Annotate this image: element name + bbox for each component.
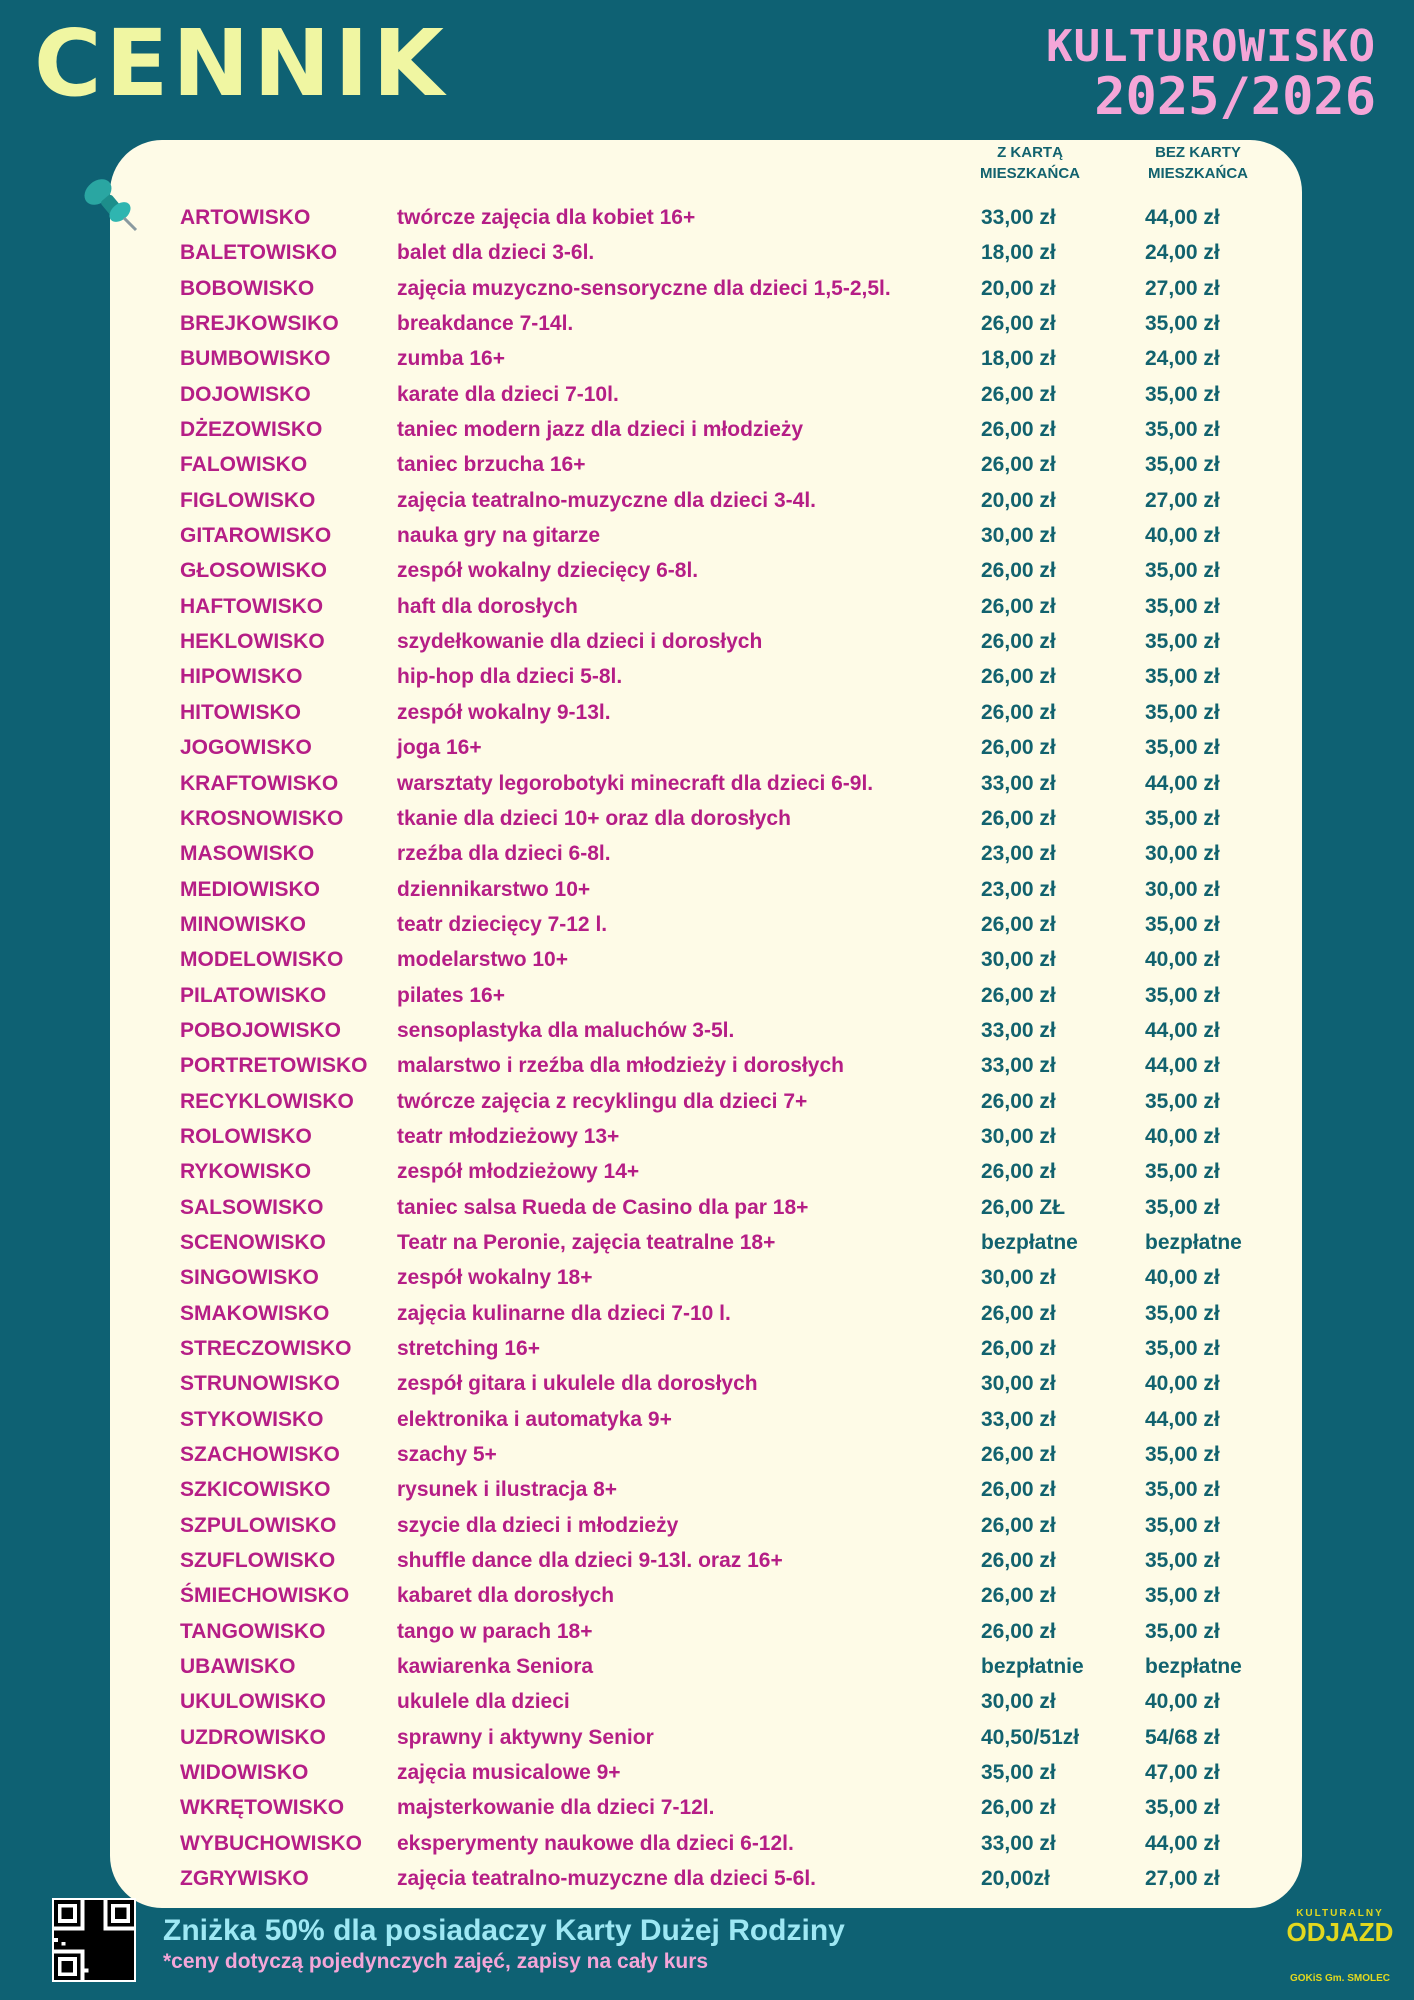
- price-with-card: 26,00 zł: [981, 1301, 1056, 1325]
- price-with-card: 30,00 zł: [981, 1372, 1056, 1396]
- price-without-card: bezpłatne: [1145, 1230, 1242, 1254]
- table-row: [0, 1332, 1414, 1367]
- table-row: [0, 554, 1414, 589]
- price-without-card: 24,00 zł: [1145, 241, 1220, 265]
- activity-description: zespół wokalny 18+: [397, 1266, 593, 1290]
- table-row: [0, 448, 1414, 483]
- activity-name: MEDIOWISKO: [180, 877, 320, 901]
- price-without-card: 35,00 zł: [1145, 1549, 1220, 1573]
- price-without-card: 44,00 zł: [1145, 1018, 1220, 1042]
- price-without-card: 35,00 zł: [1145, 1160, 1220, 1184]
- price-without-card: 35,00 zł: [1145, 1513, 1220, 1537]
- logo-top-text: KULTURALNY: [1296, 1908, 1384, 1919]
- price-with-card: 26,00 zł: [981, 559, 1056, 583]
- table-row: [0, 979, 1414, 1014]
- price-without-card: 35,00 zł: [1145, 1301, 1220, 1325]
- price-without-card: 54/68 zł: [1145, 1725, 1220, 1749]
- activity-description: szachy 5+: [397, 1443, 497, 1467]
- price-without-card: 35,00 zł: [1145, 1796, 1220, 1820]
- activity-name: FALOWISKO: [180, 453, 308, 477]
- table-row: [0, 943, 1414, 978]
- price-without-card: 35,00 zł: [1145, 1337, 1220, 1360]
- activity-description: modelarstwo 10+: [397, 948, 568, 972]
- table-row: [0, 1827, 1414, 1862]
- table-row: [0, 1367, 1414, 1402]
- table-row: [0, 1438, 1414, 1473]
- activity-name: STYKOWISKO: [180, 1407, 324, 1431]
- table-row: [0, 1473, 1414, 1508]
- activity-name: SALSOWISKO: [180, 1195, 324, 1219]
- activity-name: PORTRETOWISKO: [180, 1054, 368, 1078]
- table-row: [0, 1579, 1414, 1614]
- logo-main-text: ODJAZD: [1286, 1917, 1394, 1947]
- price-with-card: 33,00 zł: [981, 1018, 1056, 1042]
- activity-description: zespół gitara i ukulele dla dorosłych: [397, 1372, 758, 1396]
- table-row: [0, 236, 1414, 271]
- price-without-card: 35,00 zł: [1145, 806, 1220, 830]
- price-without-card: 35,00 zł: [1145, 594, 1220, 618]
- activity-description: sprawny i aktywny Senior: [397, 1725, 654, 1749]
- price-with-card: 26,00 zł: [981, 418, 1056, 442]
- price-without-card: 30,00 zł: [1145, 877, 1220, 901]
- activity-description: teatr młodzieżowy 13+: [397, 1124, 620, 1148]
- table-row: [0, 1615, 1414, 1650]
- activity-description: taniec modern jazz dla dzieci i młodzieży: [397, 418, 804, 442]
- price-without-card: 35,00 zł: [1145, 1584, 1220, 1608]
- price-without-card: 35,00 zł: [1145, 983, 1220, 1007]
- table-row: [0, 1685, 1414, 1720]
- activity-description: nauka gry na gitarze: [397, 524, 601, 548]
- activity-description: shuffle dance dla dzieci 9-13l. oraz 16+: [397, 1549, 783, 1573]
- price-without-card: 40,00 zł: [1145, 1690, 1220, 1714]
- activity-description: kawiarenka Seniora: [397, 1655, 594, 1679]
- price-without-card: 35,00 zł: [1145, 1619, 1220, 1643]
- price-with-card: 26,00 zł: [981, 665, 1056, 689]
- price-without-card: 35,00 zł: [1145, 382, 1220, 406]
- price-without-card: 35,00 zł: [1145, 418, 1220, 442]
- logo-bottom-text: GOKiS Gm. SMOLEC: [1289, 1973, 1390, 1984]
- price-without-card: 35,00 zł: [1145, 912, 1220, 936]
- activity-name: SZACHOWISKO: [180, 1443, 340, 1467]
- price-without-card: 30,00 zł: [1145, 842, 1220, 866]
- activity-name: RYKOWISKO: [180, 1160, 312, 1184]
- table-row: [0, 413, 1414, 448]
- activity-name: SCENOWISKO: [180, 1230, 326, 1254]
- activity-name: GITAROWISKO: [180, 524, 332, 548]
- activity-description: hip-hop dla dzieci 5-8l.: [397, 665, 623, 689]
- price-with-card: 26,00 zł: [981, 912, 1056, 936]
- price-without-card: 35,00 zł: [1145, 700, 1220, 724]
- activity-description: zespół wokalny dziecięcy 6-8l.: [397, 559, 699, 583]
- activity-name: ŚMIECHOWISKO: [180, 1584, 350, 1608]
- activity-name: UKULOWISKO: [180, 1690, 326, 1714]
- price-with-card: 20,00zł: [981, 1867, 1050, 1891]
- table-row: [0, 908, 1414, 943]
- price-with-card: 23,00 zł: [981, 842, 1056, 866]
- activity-name: UZDROWISKO: [180, 1725, 326, 1749]
- activity-name: HEKLOWISKO: [180, 630, 325, 654]
- price-with-card: 26,00 zł: [981, 1478, 1056, 1502]
- price-with-card: 30,00 zł: [981, 1124, 1056, 1148]
- price-with-card: 26,00 zł: [981, 382, 1056, 406]
- activity-description: zajęcia kulinarne dla dzieci 7-10 l.: [397, 1301, 731, 1325]
- price-with-card: bezpłatne: [981, 1230, 1078, 1254]
- table-row: [0, 1014, 1414, 1049]
- activity-name: MODELOWISKO: [180, 948, 344, 972]
- activity-name: DŻEZOWISKO: [180, 418, 323, 442]
- table-row: [0, 1120, 1414, 1155]
- price-with-card: 40,50/51zł: [981, 1725, 1080, 1749]
- activity-name: MASOWISKO: [180, 842, 315, 866]
- activity-description: elektronika i automatyka 9+: [397, 1407, 672, 1431]
- table-row: [0, 1297, 1414, 1332]
- activity-description: teatr dziecięcy 7-12 l.: [397, 912, 608, 936]
- activity-description: eksperymenty naukowe dla dzieci 6-12l.: [397, 1831, 794, 1855]
- price-with-card: bezpłatnie: [981, 1655, 1084, 1679]
- price-without-card: 35,00 zł: [1145, 559, 1220, 583]
- price-with-card: 33,00 zł: [981, 1407, 1056, 1431]
- price-with-card: 20,00 zł: [981, 488, 1056, 512]
- price-with-card: 23,00 zł: [981, 877, 1056, 901]
- price-without-card: 35,00 zł: [1145, 1089, 1220, 1113]
- price-without-card: 47,00 zł: [1145, 1761, 1220, 1785]
- price-with-card: 26,00 zł: [981, 1796, 1056, 1820]
- brand-block: [1046, 21, 1376, 128]
- table-row: [0, 590, 1414, 625]
- table-row: [0, 802, 1414, 837]
- price-without-card: 40,00 zł: [1145, 1266, 1220, 1290]
- activity-name: RECYKLOWISKO: [180, 1089, 354, 1113]
- activity-name: HIPOWISKO: [180, 665, 303, 689]
- table-row: [0, 1261, 1414, 1296]
- price-without-card: 44,00 zł: [1145, 1054, 1220, 1078]
- activity-name: KROSNOWISKO: [180, 806, 344, 830]
- price-with-card: 35,00 zł: [981, 1761, 1056, 1785]
- activity-description: szydełkowanie dla dzieci i dorosłych: [397, 630, 763, 654]
- odjazd-logo: [1286, 1908, 1394, 1992]
- activity-description: tkanie dla dzieci 10+ oraz dla dorosłych: [397, 806, 791, 830]
- table-row: [0, 1862, 1414, 1897]
- pricing-note: *ceny dotyczą pojedynczych zajęć, zapisy na cały kurs: [163, 1950, 709, 1973]
- price-without-card: 44,00 zł: [1145, 206, 1220, 229]
- activity-name: BUMBOWISKO: [180, 347, 331, 371]
- activity-description: karate dla dzieci 7-10l.: [397, 382, 619, 406]
- activity-name: ZGRYWISKO: [180, 1867, 309, 1891]
- price-with-card: 26,00 zł: [981, 1160, 1056, 1184]
- price-with-card: 30,00 zł: [981, 1266, 1056, 1290]
- table-row: [0, 1650, 1414, 1685]
- table-row: [0, 1191, 1414, 1226]
- price-with-card: 26,00 zł: [981, 1089, 1056, 1113]
- price-with-card: 30,00 zł: [981, 948, 1056, 972]
- price-with-card: 26,00 zł: [981, 1619, 1056, 1643]
- table-row: [0, 1509, 1414, 1544]
- price-with-card: 18,00 zł: [981, 347, 1056, 371]
- price-with-card: 26,00 zł: [981, 1443, 1056, 1467]
- price-without-card: 27,00 zł: [1145, 488, 1220, 512]
- price-without-card: 35,00 zł: [1145, 630, 1220, 654]
- table-row: [0, 307, 1414, 342]
- brand-name: KULTUROWISKO: [1046, 21, 1376, 72]
- table-row: [0, 484, 1414, 519]
- activity-name: POBOJOWISKO: [180, 1018, 342, 1042]
- table-row: [0, 696, 1414, 731]
- table-row: [0, 378, 1414, 413]
- activity-name: WIDOWISKO: [180, 1761, 309, 1785]
- activity-description: dziennikarstwo 10+: [397, 877, 591, 901]
- price-without-card: 35,00 zł: [1145, 665, 1220, 689]
- activity-description: szycie dla dzieci i młodzieży: [397, 1513, 679, 1537]
- price-without-card: 40,00 zł: [1145, 1124, 1220, 1148]
- price-with-card: 26,00 zł: [981, 1513, 1056, 1537]
- price-without-card: 27,00 zł: [1145, 276, 1220, 300]
- table-row: [0, 1756, 1414, 1791]
- activity-description: Teatr na Peronie, zajęcia teatralne 18+: [397, 1230, 776, 1254]
- price-with-card: 30,00 zł: [981, 524, 1056, 548]
- table-row: [0, 342, 1414, 377]
- activity-name: SMAKOWISKO: [180, 1301, 330, 1325]
- table-row: [0, 1544, 1414, 1579]
- table-row: [0, 1226, 1414, 1261]
- activity-description: zumba 16+: [397, 347, 505, 371]
- activity-description: zajęcia muzyczno-sensoryczne dla dzieci 1,5-2,5l.: [397, 276, 891, 300]
- activity-description: joga 16+: [397, 736, 482, 760]
- price-without-card: 27,00 zł: [1145, 1867, 1220, 1891]
- price-with-card: 18,00 zł: [981, 241, 1056, 265]
- activity-name: BOBOWISKO: [180, 276, 315, 300]
- activity-name: BALETOWISKO: [180, 241, 338, 265]
- activity-description: rysunek i ilustracja 8+: [397, 1478, 618, 1502]
- price-with-card: 33,00 zł: [981, 206, 1056, 229]
- activity-description: haft dla dorosłych: [397, 594, 578, 618]
- price-with-card: 26,00 zł: [981, 1549, 1056, 1573]
- activity-name: DOJOWISKO: [180, 382, 311, 406]
- price-without-card: 44,00 zł: [1145, 1407, 1220, 1431]
- activity-name: TANGOWISKO: [180, 1619, 326, 1643]
- activity-description: zespół młodzieżowy 14+: [397, 1160, 640, 1184]
- table-row: [0, 1403, 1414, 1438]
- table-row: [0, 731, 1414, 766]
- season-label: 2025/2026: [1094, 67, 1376, 128]
- table-row: [0, 201, 1414, 236]
- price-without-card: 44,00 zł: [1145, 1831, 1220, 1855]
- price-without-card: bezpłatne: [1145, 1655, 1242, 1679]
- table-row: [0, 1049, 1414, 1084]
- activity-description: malarstwo i rzeźba dla młodzieży i dorosłych: [397, 1054, 844, 1078]
- activity-name: SZPULOWISKO: [180, 1513, 337, 1537]
- activity-name: SINGOWISKO: [180, 1266, 319, 1290]
- price-with-card: 26,00 zł: [981, 1337, 1056, 1360]
- table-row: [0, 837, 1414, 872]
- activity-description: twórcze zajęcia z recyklingu dla dzieci 7+: [397, 1089, 808, 1113]
- price-with-card: 26,00 zł: [981, 453, 1056, 477]
- activity-description: stretching 16+: [397, 1337, 540, 1360]
- activity-name: UBAWISKO: [180, 1655, 296, 1679]
- activity-name: WYBUCHOWISKO: [180, 1831, 362, 1855]
- activity-description: tango w parach 18+: [397, 1619, 593, 1643]
- page-title: CENNIK: [34, 10, 448, 117]
- table-row: [0, 272, 1414, 307]
- table-row: [0, 1721, 1414, 1756]
- activity-name: KRAFTOWISKO: [180, 771, 339, 795]
- table-row: [0, 519, 1414, 554]
- price-with-card: 26,00 zł: [981, 736, 1056, 760]
- activity-description: zajęcia musicalowe 9+: [397, 1761, 621, 1785]
- price-without-card: 44,00 zł: [1145, 771, 1220, 795]
- price-without-card: 35,00 zł: [1145, 736, 1220, 760]
- table-row: [0, 1155, 1414, 1190]
- column-header-with-card: Z KARTĄ MIESZKAŃCA: [980, 144, 1080, 182]
- activity-name: MINOWISKO: [180, 912, 306, 936]
- price-without-card: 40,00 zł: [1145, 524, 1220, 548]
- qr-code[interactable]: [52, 1898, 136, 1982]
- table-row: [0, 767, 1414, 802]
- activity-description: zajęcia teatralno-muzyczne dla dzieci 3-4l.: [397, 488, 816, 512]
- price-with-card: 20,00 zł: [981, 276, 1056, 300]
- price-with-card: 33,00 zł: [981, 1054, 1056, 1078]
- activity-name: GŁOSOWISKO: [180, 559, 327, 583]
- activity-description: balet dla dzieci 3-6l.: [397, 241, 595, 265]
- price-without-card: 35,00 zł: [1145, 1443, 1220, 1467]
- price-with-card: 26,00 zł: [981, 700, 1056, 724]
- price-with-card: 26,00 zł: [981, 983, 1056, 1007]
- activity-description: zespół wokalny 9-13l.: [397, 700, 611, 724]
- activity-description: rzeźba dla dzieci 6-8l.: [397, 842, 611, 866]
- activity-name: ARTOWISKO: [180, 206, 311, 229]
- activity-name: WKRĘTOWISKO: [180, 1796, 345, 1820]
- price-table: [0, 201, 1414, 1898]
- activity-description: twórcze zajęcia dla kobiet 16+: [397, 206, 696, 229]
- price-with-card: 26,00 zł: [981, 594, 1056, 618]
- price-without-card: 35,00 zł: [1145, 1478, 1220, 1502]
- price-without-card: 24,00 zł: [1145, 347, 1220, 371]
- price-with-card: 26,00 ZŁ: [981, 1195, 1066, 1219]
- activity-name: STRECZOWISKO: [180, 1337, 352, 1360]
- activity-description: breakdance 7-14l.: [397, 312, 574, 336]
- activity-name: STRUNOWISKO: [180, 1372, 340, 1396]
- price-without-card: 40,00 zł: [1145, 948, 1220, 972]
- price-without-card: 35,00 zł: [1145, 312, 1220, 336]
- activity-description: majsterkowanie dla dzieci 7-12l.: [397, 1796, 715, 1820]
- price-with-card: 26,00 zł: [981, 806, 1056, 830]
- activity-name: ROLOWISKO: [180, 1124, 312, 1148]
- activity-description: ukulele dla dzieci: [397, 1690, 570, 1714]
- price-without-card: 35,00 zł: [1145, 1195, 1220, 1219]
- activity-description: taniec brzucha 16+: [397, 453, 586, 477]
- price-without-card: 35,00 zł: [1145, 453, 1220, 477]
- table-row: [0, 625, 1414, 660]
- activity-name: PILATOWISKO: [180, 983, 327, 1007]
- activity-name: SZKICOWISKO: [180, 1478, 331, 1502]
- activity-name: HITOWISKO: [180, 700, 301, 724]
- activity-description: kabaret dla dorosłych: [397, 1584, 615, 1608]
- activity-description: pilates 16+: [397, 983, 505, 1007]
- price-with-card: 26,00 zł: [981, 1584, 1056, 1608]
- price-with-card: 26,00 zł: [981, 312, 1056, 336]
- price-with-card: 33,00 zł: [981, 771, 1056, 795]
- activity-description: taniec salsa Rueda de Casino dla par 18+: [397, 1195, 809, 1219]
- activity-description: warsztaty legorobotyki minecraft dla dzieci 6-9l.: [397, 771, 874, 795]
- price-with-card: 30,00 zł: [981, 1690, 1056, 1714]
- activity-name: JOGOWISKO: [180, 736, 312, 760]
- activity-name: SZUFLOWISKO: [180, 1549, 336, 1573]
- activity-name: HAFTOWISKO: [180, 594, 324, 618]
- table-row: [0, 1085, 1414, 1120]
- activity-name: BREJKOWSIKO: [180, 312, 339, 336]
- table-row: [0, 1791, 1414, 1826]
- price-with-card: 26,00 zł: [981, 630, 1056, 654]
- discount-note: Zniżka 50% dla posiadaczy Karty Dużej Rodziny: [163, 1914, 845, 1947]
- price-without-card: 40,00 zł: [1145, 1372, 1220, 1396]
- column-header-without-card: BEZ KARTY MIESZKAŃCA: [1148, 144, 1248, 182]
- activity-name: FIGLOWISKO: [180, 488, 316, 512]
- table-row: [0, 660, 1414, 695]
- activity-description: zajęcia teatralno-muzyczne dla dzieci 5-6l.: [397, 1867, 816, 1891]
- price-with-card: 33,00 zł: [981, 1831, 1056, 1855]
- table-row: [0, 873, 1414, 908]
- activity-description: sensoplastyka dla maluchów 3-5l.: [397, 1018, 735, 1042]
